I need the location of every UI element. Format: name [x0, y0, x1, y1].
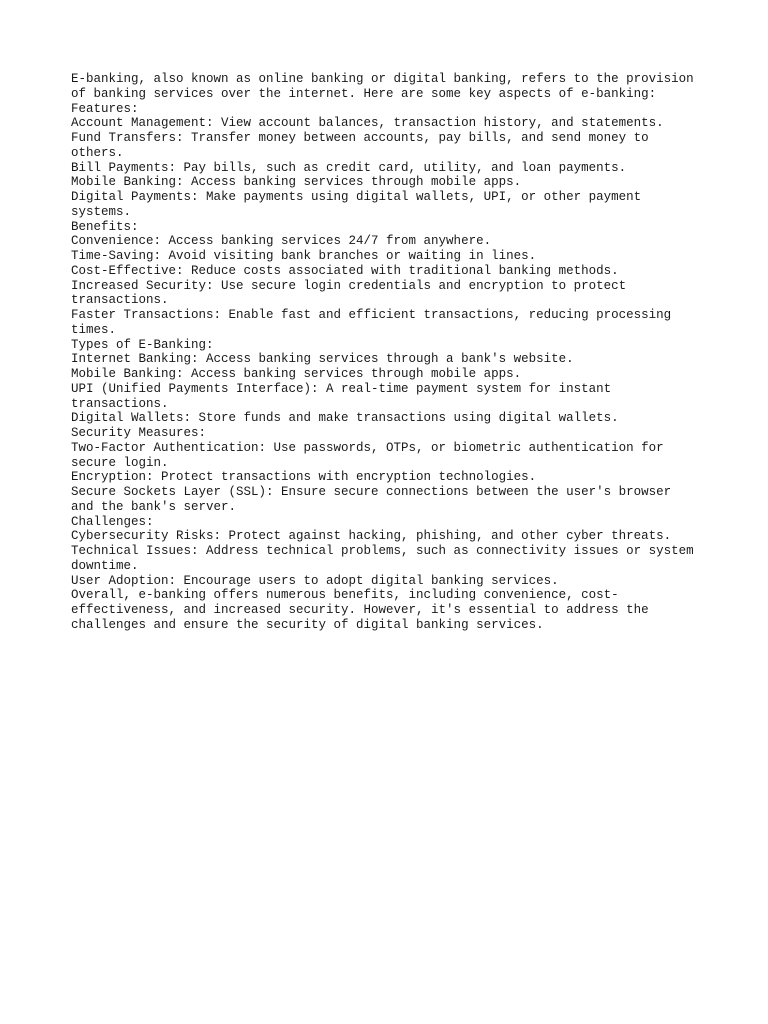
benefit-line: Faster Transactions: Enable fast and efficient transactions, reducing processing	[71, 308, 672, 322]
benefit-line: Time-Saving: Avoid visiting bank branches or waiting in lines.	[71, 249, 537, 263]
section-heading-features: Features:	[71, 101, 139, 116]
type-line: Mobile Banking: Access banking services through mobile apps.	[71, 367, 522, 381]
feature-line: Mobile Banking: Access banking services through mobile apps.	[71, 175, 522, 190]
type-line: Internet Banking: Access banking services through a bank's website.	[71, 352, 574, 367]
type-line: Digital Wallets: Store funds and make transactions using digital wallets.	[71, 411, 619, 426]
feature-line: others.	[71, 145, 124, 160]
challenge-line: Technical Issues: Address technical problems, such as connectivity issues or system	[71, 544, 694, 558]
document-page	[71, 72, 711, 633]
feature-line: Fund Transfers: Transfer money between accounts, pay bills, and send money to	[71, 131, 649, 145]
section-heading-security: Security Measures:	[71, 426, 207, 440]
intro-line: of banking services over the internet. Here are some key aspects of e-banking:	[71, 86, 657, 101]
benefit-line: transactions.	[71, 293, 169, 308]
type-line: transactions.	[71, 396, 169, 411]
section-heading-challenges: Challenges:	[71, 514, 154, 529]
challenge-line: Cybersecurity Risks: Protect against hacking, phishing, and other cyber threats.	[71, 529, 672, 544]
security-line: Secure Sockets Layer (SSL): Ensure secure connections between the user's browser	[71, 485, 672, 499]
feature-line: Account Management: View account balances, transaction history, and statements.	[71, 116, 664, 131]
benefit-line: Increased Security: Use secure login credentials and encryption to protect	[71, 278, 627, 293]
type-line: UPI (Unified Payments Interface): A real-time payment system for instant	[71, 381, 612, 396]
challenge-line: downtime.	[71, 558, 139, 573]
feature-line: Bill Payments: Pay bills, such as credit card, utility, and loan payments.	[71, 160, 627, 175]
section-heading-types: Types of E-Banking:	[71, 337, 214, 352]
benefit-line: Cost-Effective: Reduce costs associated with traditional banking methods.	[71, 263, 619, 278]
benefit-line: Convenience: Access banking services 24/7 from anywhere.	[71, 234, 492, 249]
conclusion-line: challenges and ensure the security of digital banking services.	[71, 617, 544, 632]
intro-line: E-banking, also known as online banking or digital banking, refers to the provision	[71, 72, 694, 86]
challenge-line: User Adoption: Encourage users to adopt digital banking services.	[71, 573, 559, 588]
security-line: Encryption: Protect transactions with encryption technologies.	[71, 470, 537, 485]
feature-line: systems.	[71, 204, 132, 219]
security-line: Two-Factor Authentication: Use passwords, OTPs, or biometric authentication for	[71, 440, 664, 455]
security-line: and the bank's server.	[71, 499, 237, 514]
section-heading-benefits: Benefits:	[71, 219, 139, 234]
feature-line: Digital Payments: Make payments using digital wallets, UPI, or other payment	[71, 190, 642, 204]
conclusion-line: Overall, e-banking offers numerous benefits, including convenience, cost-	[71, 588, 619, 603]
benefit-line: times.	[71, 322, 117, 337]
conclusion-line: effectiveness, and increased security. However, it's essential to address the	[71, 603, 649, 617]
security-line: secure login.	[71, 455, 169, 470]
